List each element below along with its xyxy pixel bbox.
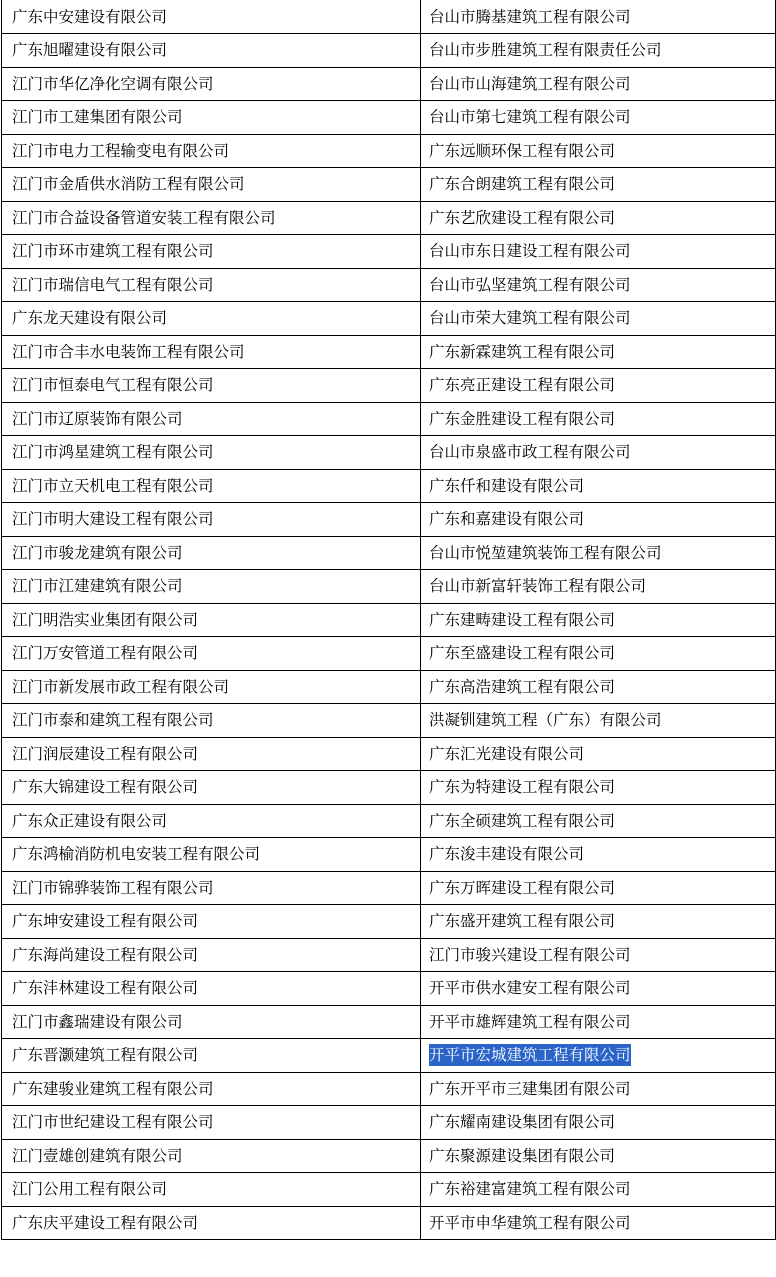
- company-name: 江门市电力工程输变电有限公司: [12, 141, 230, 160]
- company-cell-right[interactable]: [421, 1039, 776, 1073]
- company-cell-right[interactable]: [421, 0, 776, 34]
- company-cell-right[interactable]: [421, 268, 776, 302]
- company-cell-right[interactable]: [421, 235, 776, 269]
- table-row: [2, 536, 776, 570]
- table-row: [2, 469, 776, 503]
- company-cell-left[interactable]: [2, 1173, 421, 1207]
- company-cell-left[interactable]: [2, 938, 421, 972]
- company-name: 广东汇光建设有限公司: [429, 744, 585, 763]
- company-cell-right[interactable]: [421, 335, 776, 369]
- company-name: 江门市锦骅装饰工程有限公司: [12, 878, 214, 897]
- company-name: 广东建骏业建筑工程有限公司: [12, 1079, 214, 1098]
- table-row: [2, 134, 776, 168]
- company-cell-left[interactable]: [2, 670, 421, 704]
- company-cell-left[interactable]: [2, 201, 421, 235]
- table-row: [2, 804, 776, 838]
- company-cell-right[interactable]: [421, 503, 776, 537]
- table-row: [2, 704, 776, 738]
- company-name: 台山市腾基建筑工程有限公司: [429, 7, 631, 26]
- company-name: 广东远顺环保工程有限公司: [429, 141, 616, 160]
- company-name: 江门市世纪建设工程有限公司: [12, 1113, 214, 1132]
- company-cell-left[interactable]: [2, 1039, 421, 1073]
- company-name: 台山市步胜建筑工程有限责任公司: [429, 41, 662, 60]
- table-row: [2, 1072, 776, 1106]
- company-name: 广东坤安建设工程有限公司: [12, 912, 199, 931]
- company-name: 广东海尚建设工程有限公司: [12, 945, 199, 964]
- company-cell-left[interactable]: [2, 268, 421, 302]
- company-cell-left[interactable]: [2, 637, 421, 671]
- company-name: 广东盛开建筑工程有限公司: [429, 912, 616, 931]
- table-row: [2, 737, 776, 771]
- table-row: [2, 1106, 776, 1140]
- company-name: 台山市泉盛市政工程有限公司: [429, 443, 631, 462]
- table-row: [2, 503, 776, 537]
- table-row: [2, 0, 776, 34]
- company-cell-left[interactable]: [2, 1005, 421, 1039]
- company-name: 江门市明大建设工程有限公司: [12, 510, 214, 529]
- company-name: 江门市瑞信电气工程有限公司: [12, 275, 214, 294]
- company-cell-left[interactable]: [2, 737, 421, 771]
- company-name: 江门市合益设备管道安装工程有限公司: [12, 208, 276, 227]
- company-name: 广东沣林建设工程有限公司: [12, 979, 199, 998]
- company-name: 开平市供水建安工程有限公司: [429, 979, 631, 998]
- company-cell-left[interactable]: [2, 1206, 421, 1240]
- company-cell-right[interactable]: [421, 804, 776, 838]
- company-name: 广东裕建富建筑工程有限公司: [429, 1180, 631, 1199]
- company-cell-right[interactable]: [421, 637, 776, 671]
- company-name: 江门市金盾供水消防工程有限公司: [12, 175, 245, 194]
- company-name: 台山市东日建设工程有限公司: [429, 242, 631, 261]
- company-cell-left[interactable]: [2, 838, 421, 872]
- company-name: 广东万晖建设工程有限公司: [429, 878, 616, 897]
- company-cell-right[interactable]: [421, 1173, 776, 1207]
- table-row: [2, 871, 776, 905]
- company-cell-right[interactable]: [421, 1005, 776, 1039]
- company-cell-right[interactable]: [421, 469, 776, 503]
- company-name: 广东建畴建设工程有限公司: [429, 610, 616, 629]
- table-row: [2, 168, 776, 202]
- company-cell-left[interactable]: [2, 570, 421, 604]
- table-row: [2, 302, 776, 336]
- company-cell-left[interactable]: [2, 871, 421, 905]
- company-name: 江门市恒泰电气工程有限公司: [12, 376, 214, 395]
- company-cell-left[interactable]: [2, 1072, 421, 1106]
- company-name: 洪凝钏建筑工程（广东）有限公司: [429, 711, 662, 730]
- company-name: 广东为特建设工程有限公司: [429, 778, 616, 797]
- company-name: 江门市骏龙建筑有限公司: [12, 543, 183, 562]
- company-cell-right[interactable]: [421, 436, 776, 470]
- table-row: [2, 603, 776, 637]
- company-cell-left[interactable]: [2, 503, 421, 537]
- table-row: [2, 235, 776, 269]
- company-name: 广东众正建设有限公司: [12, 811, 168, 830]
- company-cell-right[interactable]: [421, 1139, 776, 1173]
- company-cell-right[interactable]: [421, 168, 776, 202]
- company-cell-left[interactable]: [2, 536, 421, 570]
- company-name: 广东艺欣建设工程有限公司: [429, 208, 616, 227]
- table-row: [2, 1039, 776, 1073]
- company-name: 江门市合丰水电装饰工程有限公司: [12, 342, 245, 361]
- company-cell-right[interactable]: [421, 201, 776, 235]
- company-name: 广东仟和建设有限公司: [429, 476, 585, 495]
- company-name: 广东合朗建筑工程有限公司: [429, 175, 616, 194]
- company-name: 台山市山海建筑工程有限公司: [429, 74, 631, 93]
- company-cell-left[interactable]: [2, 771, 421, 805]
- company-name: 广东新霖建筑工程有限公司: [429, 342, 616, 361]
- company-name: 台山市悦堃建筑装饰工程有限公司: [429, 543, 662, 562]
- company-cell-left[interactable]: [2, 369, 421, 403]
- company-name: 广东大锦建设工程有限公司: [12, 778, 199, 797]
- company-cell-right[interactable]: [421, 938, 776, 972]
- company-name: 江门明浩实业集团有限公司: [12, 610, 199, 629]
- company-name: 江门市环市建筑工程有限公司: [12, 242, 214, 261]
- table-row: [2, 972, 776, 1006]
- company-cell-right[interactable]: [421, 34, 776, 68]
- company-cell-right[interactable]: [421, 101, 776, 135]
- table-row: [2, 771, 776, 805]
- table-row: [2, 436, 776, 470]
- company-cell-left[interactable]: [2, 101, 421, 135]
- company-name: 江门壹雄创建筑有限公司: [12, 1146, 183, 1165]
- company-name: 台山市新富轩装饰工程有限公司: [429, 577, 647, 596]
- table-row: [2, 402, 776, 436]
- company-cell-right[interactable]: [421, 972, 776, 1006]
- company-cell-left[interactable]: [2, 1139, 421, 1173]
- company-name: 江门市泰和建筑工程有限公司: [12, 711, 214, 730]
- table-row: [2, 670, 776, 704]
- company-cell-left[interactable]: [2, 335, 421, 369]
- company-cell-left[interactable]: [2, 134, 421, 168]
- company-cell-left[interactable]: [2, 302, 421, 336]
- company-cell-right[interactable]: [421, 704, 776, 738]
- company-name: 台山市弘坚建筑工程有限公司: [429, 275, 631, 294]
- company-name: 广东开平市三建集团有限公司: [429, 1079, 631, 1098]
- company-name: 台山市第七建筑工程有限公司: [429, 108, 631, 127]
- company-table-body: [2, 0, 776, 1240]
- company-cell-left[interactable]: [2, 34, 421, 68]
- company-name: 广东浚丰建设有限公司: [429, 845, 585, 864]
- company-name: 台山市荣大建筑工程有限公司: [429, 309, 631, 328]
- company-name: 广东聚源建设集团有限公司: [429, 1146, 616, 1165]
- company-name: 广东旭曜建设有限公司: [12, 41, 168, 60]
- company-cell-right[interactable]: [421, 670, 776, 704]
- company-name: 广东高浩建筑工程有限公司: [429, 677, 616, 696]
- company-cell-left[interactable]: [2, 704, 421, 738]
- table-row: [2, 1139, 776, 1173]
- company-name: 江门市骏兴建设工程有限公司: [429, 945, 631, 964]
- company-cell-left[interactable]: [2, 1106, 421, 1140]
- company-cell-left[interactable]: [2, 972, 421, 1006]
- company-cell-left[interactable]: [2, 402, 421, 436]
- company-name: 江门市华亿净化空调有限公司: [12, 74, 214, 93]
- company-name: 江门市鑫瑞建设有限公司: [12, 1012, 183, 1031]
- company-cell-left[interactable]: [2, 0, 421, 34]
- table-row: [2, 838, 776, 872]
- selected-company-name: 开平市宏城建筑工程有限公司: [429, 1046, 631, 1065]
- table-row: [2, 369, 776, 403]
- company-cell-left[interactable]: [2, 603, 421, 637]
- company-cell-right[interactable]: [421, 1106, 776, 1140]
- company-name: 广东至盛建设工程有限公司: [429, 644, 616, 663]
- company-name: 广东晋灏建筑工程有限公司: [12, 1046, 199, 1065]
- company-cell-left[interactable]: [2, 168, 421, 202]
- table-row: [2, 201, 776, 235]
- company-name: 江门市新发展市政工程有限公司: [12, 677, 230, 696]
- company-cell-right[interactable]: [421, 1072, 776, 1106]
- company-name: 广东龙天建设有限公司: [12, 309, 168, 328]
- company-name: 江门润辰建设工程有限公司: [12, 744, 199, 763]
- table-row: [2, 1206, 776, 1240]
- company-cell-right[interactable]: [421, 536, 776, 570]
- company-cell-right[interactable]: [421, 838, 776, 872]
- table-row: [2, 268, 776, 302]
- company-cell-left[interactable]: [2, 436, 421, 470]
- table-row: [2, 905, 776, 939]
- table-row: [2, 570, 776, 604]
- company-cell-right[interactable]: [421, 402, 776, 436]
- company-cell-right[interactable]: [421, 871, 776, 905]
- company-name: 广东全硕建筑工程有限公司: [429, 811, 616, 830]
- company-name: 江门公用工程有限公司: [12, 1180, 168, 1199]
- company-cell-left[interactable]: [2, 905, 421, 939]
- table-row: [2, 67, 776, 101]
- table-row: [2, 101, 776, 135]
- company-name: 广东耀南建设集团有限公司: [429, 1113, 616, 1132]
- company-name: 广东亮正建设工程有限公司: [429, 376, 616, 395]
- company-cell-left[interactable]: [2, 804, 421, 838]
- company-name: 江门市江建建筑有限公司: [12, 577, 183, 596]
- company-cell-right[interactable]: [421, 369, 776, 403]
- company-name: 广东金胜建设工程有限公司: [429, 409, 616, 428]
- table-row: [2, 335, 776, 369]
- company-name: 开平市申华建筑工程有限公司: [429, 1213, 631, 1232]
- company-cell-right[interactable]: [421, 737, 776, 771]
- table-row: [2, 1173, 776, 1207]
- table-row: [2, 637, 776, 671]
- company-cell-right[interactable]: [421, 67, 776, 101]
- company-cell-right[interactable]: [421, 603, 776, 637]
- table-row: [2, 938, 776, 972]
- company-cell-right[interactable]: [421, 134, 776, 168]
- company-cell-right[interactable]: [421, 302, 776, 336]
- table-row: [2, 1005, 776, 1039]
- company-name: 江门市立天机电工程有限公司: [12, 476, 214, 495]
- company-cell-right[interactable]: [421, 905, 776, 939]
- company-name: 广东中安建设有限公司: [12, 7, 168, 26]
- company-cell-left[interactable]: [2, 67, 421, 101]
- company-name: 江门市辽原装饰有限公司: [12, 409, 183, 428]
- company-name: 广东和嘉建设有限公司: [429, 510, 585, 529]
- table-row: [2, 34, 776, 68]
- company-cell-right[interactable]: [421, 1206, 776, 1240]
- company-name: 江门万安管道工程有限公司: [12, 644, 199, 663]
- company-cell-left[interactable]: [2, 235, 421, 269]
- company-name: 江门市工建集团有限公司: [12, 108, 183, 127]
- company-cell-right[interactable]: [421, 570, 776, 604]
- company-name: 广东鸿榆消防机电安装工程有限公司: [12, 845, 261, 864]
- company-name: 广东庆平建设工程有限公司: [12, 1213, 199, 1232]
- company-table: [1, 0, 776, 1240]
- company-cell-left[interactable]: [2, 469, 421, 503]
- company-name: 开平市雄辉建筑工程有限公司: [429, 1012, 631, 1031]
- company-cell-right[interactable]: [421, 771, 776, 805]
- company-name: 江门市鸿星建筑工程有限公司: [12, 443, 214, 462]
